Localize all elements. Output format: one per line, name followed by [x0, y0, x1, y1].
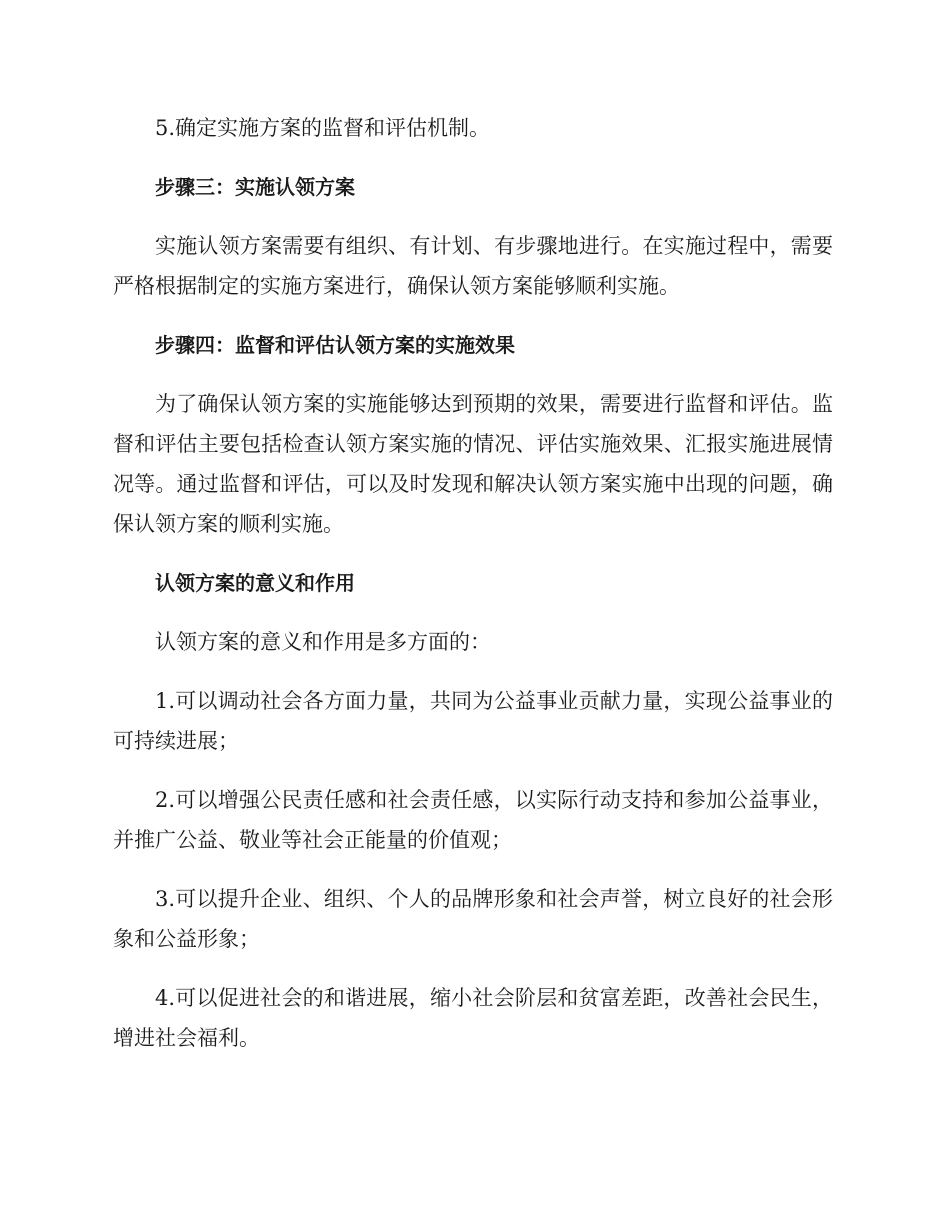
- step-3-body: 实施认领方案需要有组织、有计划、有步骤地进行。在实施过程中，需要严格根据制定的实施方案进行，确保认领方案能够顺利实施。: [113, 234, 833, 298]
- significance-item-2: 2.可以增强公民责任感和社会责任感，以实际行动支持和参加公益事业，并推广公益、敬业等社会正能量的价值观；: [113, 788, 833, 852]
- step-4-body: 为了确保认领方案的实施能够达到预期的效果，需要进行监督和评估。监督和评估主要包括检查认领方案实施的情况、评估实施效果、汇报实施进展情况等。通过监督和评估，可以及时发现和解决认领方案实施中出现的问题，确保认领方案的顺利实施。: [113, 392, 833, 536]
- document-body: [113, 108, 833, 1077]
- item-5-evaluation-mechanism: 5.确定实施方案的监督和评估机制。: [155, 116, 491, 140]
- step-3-heading: 步骤三：实施认领方案: [155, 175, 355, 199]
- significance-item-1: 1.可以调动社会各方面力量，共同为公益事业贡献力量，实现公益事业的可持续进展；: [113, 689, 833, 753]
- significance-intro: 认领方案的意义和作用是多方面的：: [155, 630, 491, 654]
- step-4-heading: 步骤四：监督和评估认领方案的实施效果: [155, 333, 515, 357]
- significance-item-4: 4.可以促进社会的和谐进展，缩小社会阶层和贫富差距，改善社会民生，增进社会福利。: [113, 986, 833, 1050]
- significance-heading: 认领方案的意义和作用: [155, 571, 355, 595]
- significance-item-3: 3.可以提升企业、组织、个人的品牌形象和社会声誉，树立良好的社会形象和公益形象；: [113, 887, 833, 951]
